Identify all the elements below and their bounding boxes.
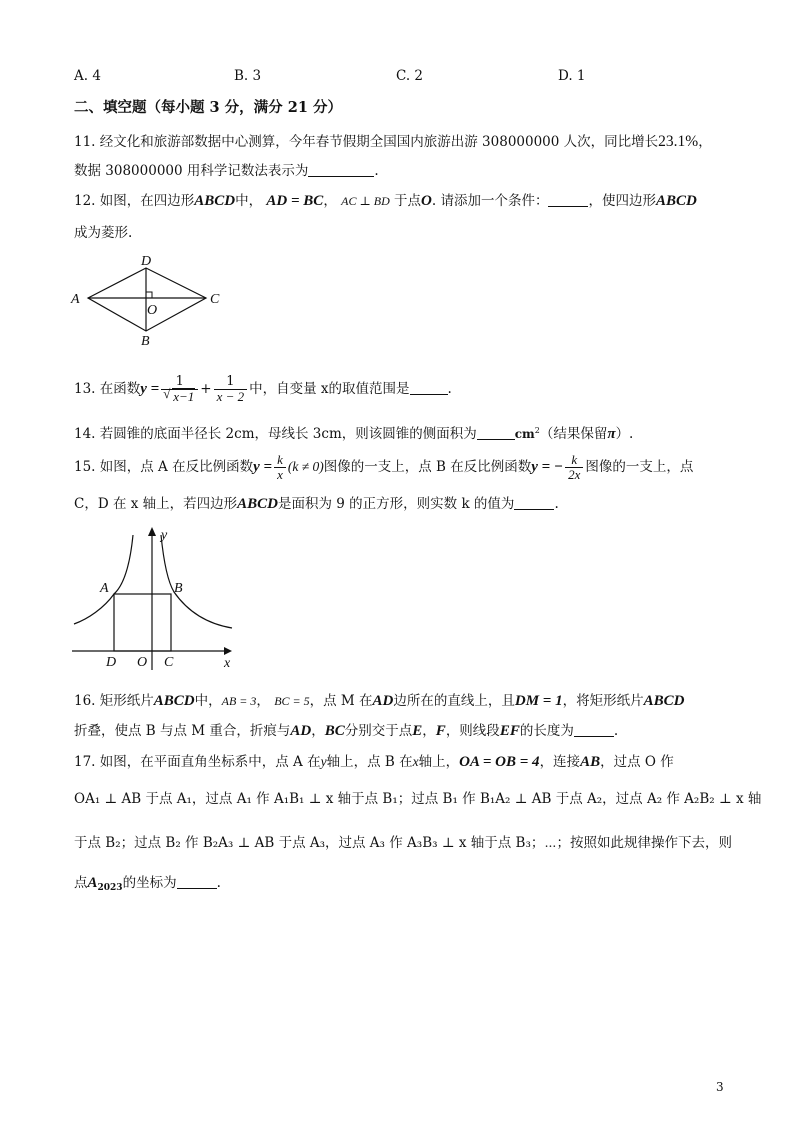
q13-plus: + <box>200 381 212 397</box>
q14-unit-sup: 2 <box>534 426 540 435</box>
q15-quad: ABCD <box>237 496 278 512</box>
q11-percent: 23.1% <box>658 133 699 150</box>
q17-l1eq: OA = OB = 4 <box>459 754 540 770</box>
label-o: O <box>147 303 158 318</box>
q17-point-a: A <box>87 875 98 891</box>
q16-ad2: AD <box>290 723 312 739</box>
q17-l4a: 点 <box>74 875 88 891</box>
question-16-line-1 <box>74 692 684 710</box>
answer-blank-11[interactable] <box>308 163 374 177</box>
q13-frac1-den: √ x−1 <box>172 388 195 404</box>
question-12-line-1 <box>74 192 697 210</box>
question-14 <box>74 422 633 443</box>
q16-num: 16. 矩形纸片 <box>74 693 154 709</box>
q12-quad: ABCD <box>194 193 236 209</box>
q13-y: y = <box>140 381 160 397</box>
choice-a: A. 4 <box>74 68 101 84</box>
q17-l1e: ，过点 O 作 <box>600 754 674 770</box>
q14-pi: π <box>607 426 616 442</box>
question-17-line-2: OA₁ ⊥ AB 于点 A₁，过点 A₁ 作 A₁B₁ ⊥ x 轴于点 B₁；过点 B₁ 作 B₁A₂ ⊥ AB 于点 A₂，过点 A₂ 作 A₂B₂ ⊥ x 轴 <box>74 791 762 807</box>
q16-bc: BC = 5 <box>274 694 310 708</box>
q16-l2e: ，则线段 <box>445 723 500 739</box>
q13-rest: 中，自变量 x的取值范围是 <box>249 381 410 397</box>
q17-l1a: 17. 如图，在平面直角坐标系中，点 A 在 <box>74 754 321 770</box>
q15-frac1-num: k <box>277 452 283 467</box>
q17-l1ab: AB <box>580 754 601 770</box>
q17-end: . <box>216 875 221 891</box>
choice-c: C. 2 <box>396 68 424 84</box>
q15-end: . <box>554 496 559 512</box>
label-o: O <box>137 655 148 670</box>
q14-rest: （结果保留 <box>539 426 608 442</box>
label-a: A <box>71 292 80 307</box>
question-13 <box>74 372 452 406</box>
q15-y1: y = <box>253 459 273 475</box>
q11-text-a: 11. 经文化和旅游部数据中心测算，今年春节假期全国国内旅游出游 308000000 人次，同比增长 <box>74 134 659 150</box>
label-d: D <box>141 254 152 269</box>
q15-frac1-den: x <box>274 467 286 482</box>
choice-b: B. 3 <box>234 68 262 84</box>
label-x: x <box>224 656 231 671</box>
q12-num: 12. 如图，在四边形 <box>74 193 195 209</box>
q15-cond: (k ≠ 0) <box>287 459 324 474</box>
q16-l2a: 折叠，使点 B 与点 M 重合，折痕与 <box>74 723 291 739</box>
q13-num: 13. 在函数 <box>74 381 141 397</box>
q13-frac-2 <box>214 375 248 404</box>
rhombus-figure <box>66 252 226 348</box>
x-axis-arrow <box>224 647 232 655</box>
square-abcd <box>114 594 171 651</box>
right-angle-mark <box>146 292 152 298</box>
page-number: 3 <box>716 1080 724 1094</box>
choice-d: D. 1 <box>558 68 586 84</box>
q17-l1b: 轴上，点 B 在 <box>326 754 413 770</box>
rhombus-outline <box>88 268 206 331</box>
q15-tail: 图像的一支上，点 <box>585 459 694 475</box>
q13-frac2-num: 1 <box>226 374 235 389</box>
q12-zhong: 中， <box>235 193 263 209</box>
q12-perp: AC ⊥ BD <box>341 194 390 208</box>
label-c: C <box>164 655 174 670</box>
q17-l1d: ，连接 <box>539 754 581 770</box>
label-b: B <box>174 581 183 596</box>
label-a: A <box>100 581 109 596</box>
q12-rest: . 请添加一个条件： <box>431 193 549 209</box>
q15-y2: y = − <box>531 459 564 475</box>
label-b: B <box>141 334 150 348</box>
hyperbola-figure <box>66 520 246 676</box>
q16-comma: ， <box>256 693 270 709</box>
q16-ef: EF <box>499 723 520 739</box>
question-11-line-2 <box>74 162 379 180</box>
label-y: y <box>161 528 168 543</box>
q14-unit: cm <box>514 427 535 441</box>
q16-end: . <box>613 723 619 739</box>
q13-end: . <box>447 381 452 397</box>
section-title: 二、填空题（每小题 3 分，满分 21 分） <box>74 99 342 116</box>
q12-rest2: ，使四边形 <box>588 193 656 209</box>
answer-blank-13[interactable] <box>410 381 448 395</box>
q12-comma: ， <box>323 193 337 209</box>
answer-blank-14[interactable] <box>477 426 515 440</box>
q16-l2f: 的长度为 <box>519 723 574 739</box>
q15-num: 15. 如图，点 A 在反比例函数 <box>74 459 254 475</box>
q17-point-sub: 2023 <box>97 883 123 893</box>
q12-o: O <box>421 193 432 209</box>
q15-frac-2 <box>565 453 583 482</box>
q17-l1y: y <box>320 754 327 769</box>
q17-l4b: 的坐标为 <box>122 875 177 891</box>
q16-l2d: ， <box>422 723 436 739</box>
q16-m2: 边所在的直线上，且 <box>393 693 515 709</box>
q15-mid: 图像的一支上，点 B 在反比例函数 <box>323 459 532 475</box>
q16-dm: DM = 1 <box>514 693 563 709</box>
q11-text-b: 数据 308000000 用科学记数法表示为 <box>74 163 309 179</box>
q16-ab: AB = 3 <box>221 694 257 708</box>
q17-l1x: x <box>412 754 419 769</box>
q11-comma: ， <box>698 134 712 150</box>
q16-l2b: ， <box>311 723 325 739</box>
q15-frac2-den: 2x <box>565 467 583 482</box>
q13-frac2-den: x − 2 <box>214 389 248 404</box>
question-11-line-1 <box>74 133 712 151</box>
q16-quad: ABCD <box>153 693 195 709</box>
q14-end: ）. <box>615 426 634 442</box>
left-branch <box>74 535 133 624</box>
q12-yudian: 于点 <box>394 193 422 209</box>
q15-line2b: 是面积为 9 的正方形，则实数 k 的值为 <box>278 496 515 512</box>
q14-text: 14. 若圆锥的底面半径长 2cm，母线长 3cm，则该圆锥的侧面积为 <box>74 426 477 442</box>
q16-quad2: ABCD <box>643 693 685 709</box>
q11-end: . <box>374 163 379 179</box>
question-15-line-2 <box>74 495 559 513</box>
q16-e: E <box>412 723 423 739</box>
q15-frac2-num: k <box>571 452 578 467</box>
q16-bc2: BC <box>324 723 345 739</box>
q13-frac1-num: 1 <box>175 373 184 389</box>
q17-l1c: 轴上， <box>418 754 460 770</box>
question-15-line-1 <box>74 450 693 484</box>
q12-quad2: ABCD <box>655 193 697 209</box>
label-c: C <box>210 292 220 307</box>
q16-m3: ，将矩形纸片 <box>562 693 644 709</box>
question-16-line-2 <box>74 722 618 740</box>
q13-frac-1 <box>161 375 198 405</box>
y-axis-arrow <box>148 527 156 536</box>
q15-line2a: C，D 在 x 轴上，若四边形 <box>74 496 238 512</box>
label-d: D <box>106 655 117 670</box>
q16-l2c: 分别交于点 <box>344 723 413 739</box>
question-17-line-1 <box>74 753 674 771</box>
answer-blank-12[interactable] <box>548 193 588 207</box>
question-17-line-3: 于点 B₂；过点 B₂ 作 B₂A₃ ⊥ AB 于点 A₃，过点 A₃ 作 A₃B₃ ⊥ x 轴于点 B₃；⋯；按照如此规律操作下去，则 <box>74 835 733 851</box>
q16-m1: ，点 M 在 <box>309 693 373 709</box>
q16-ad: AD <box>372 693 394 709</box>
right-branch <box>161 535 232 628</box>
q16-f: F <box>435 723 446 739</box>
question-17-line-4 <box>74 874 221 897</box>
answer-blank-17[interactable] <box>177 875 217 889</box>
answer-blank-15[interactable] <box>514 496 554 510</box>
q16-zhong: 中， <box>194 693 222 709</box>
question-12-line-2: 成为菱形. <box>74 225 133 241</box>
q12-eq: AD = BC <box>266 193 324 209</box>
q15-frac-1 <box>274 453 286 482</box>
answer-blank-16[interactable] <box>574 723 614 737</box>
